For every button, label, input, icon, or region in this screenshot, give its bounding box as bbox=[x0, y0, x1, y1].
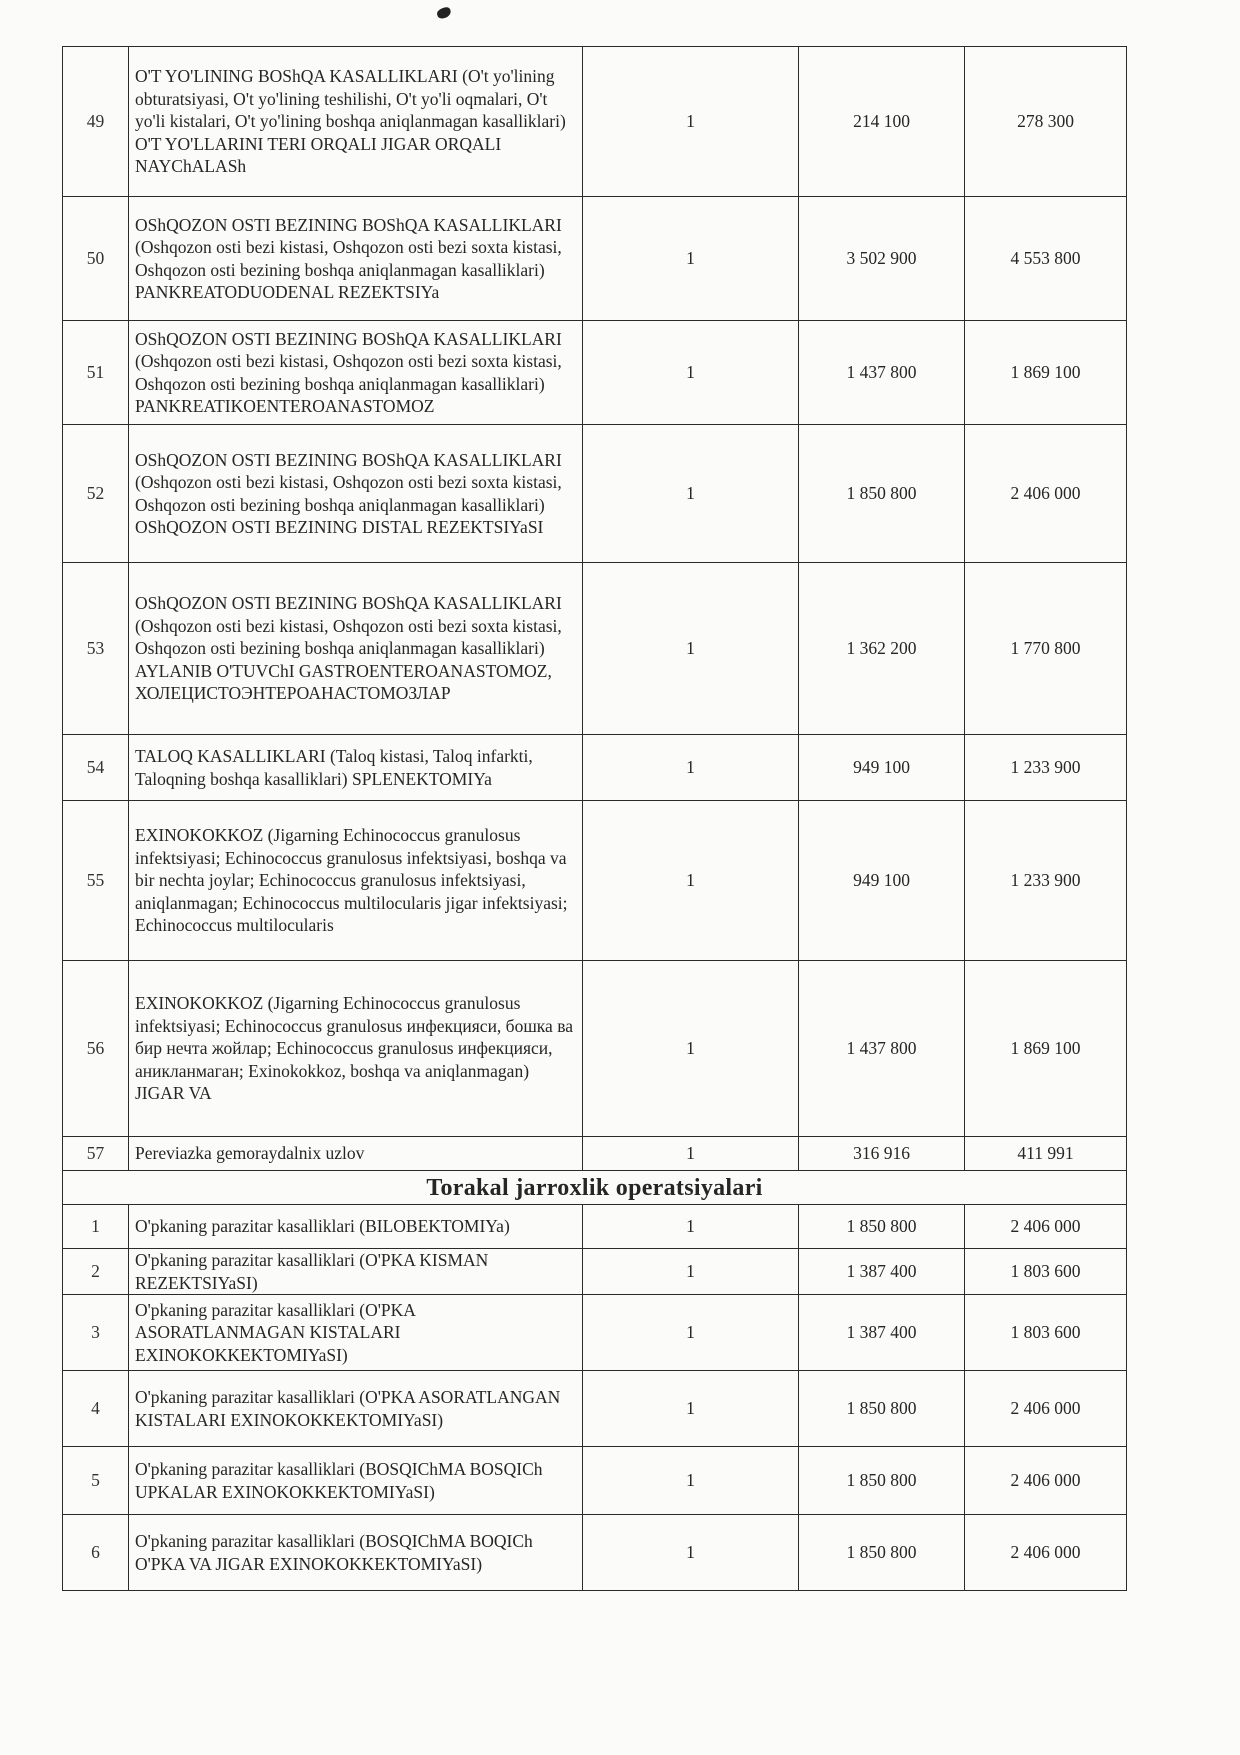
row-price-2: 278 300 bbox=[965, 47, 1127, 197]
row-number: 4 bbox=[63, 1371, 129, 1447]
row-number: 52 bbox=[63, 425, 129, 563]
row-description: OShQOZON OSTI BEZINING BOShQA KASALLIKLARI (Oshqozon osti bezi kistasi, Oshqozon osti bezi soxta kistasi, Oshqozon osti bezining boshqa aniqlanmagan kasalliklari) PANKREATODUODENAL REZEKTSIYa bbox=[129, 197, 583, 321]
row-price-1: 1 437 800 bbox=[799, 321, 965, 425]
price-table-sheet bbox=[62, 46, 1126, 1591]
price-table bbox=[62, 46, 1127, 1591]
table-row bbox=[63, 1137, 1127, 1171]
table-row bbox=[63, 1371, 1127, 1447]
row-price-1: 1 362 200 bbox=[799, 563, 965, 735]
row-price-1: 1 850 800 bbox=[799, 1447, 965, 1515]
table-row bbox=[63, 735, 1127, 801]
row-number: 51 bbox=[63, 321, 129, 425]
row-price-2: 1 233 900 bbox=[965, 735, 1127, 801]
row-price-2: 2 406 000 bbox=[965, 1205, 1127, 1249]
row-price-2: 2 406 000 bbox=[965, 1515, 1127, 1591]
table-row bbox=[63, 801, 1127, 961]
row-price-2: 1 233 900 bbox=[965, 801, 1127, 961]
table-row bbox=[63, 47, 1127, 197]
row-price-1: 949 100 bbox=[799, 735, 965, 801]
row-number: 56 bbox=[63, 961, 129, 1137]
row-price-2: 1 770 800 bbox=[965, 563, 1127, 735]
row-quantity: 1 bbox=[583, 563, 799, 735]
table-row bbox=[63, 1447, 1127, 1515]
section-title: Torakal jarroxlik operatsiyalari bbox=[63, 1171, 1127, 1205]
table-row bbox=[63, 563, 1127, 735]
row-quantity: 1 bbox=[583, 1205, 799, 1249]
row-quantity: 1 bbox=[583, 961, 799, 1137]
row-price-1: 1 850 800 bbox=[799, 1205, 965, 1249]
row-number: 6 bbox=[63, 1515, 129, 1591]
row-price-2: 2 406 000 bbox=[965, 1371, 1127, 1447]
row-price-1: 214 100 bbox=[799, 47, 965, 197]
row-quantity: 1 bbox=[583, 1515, 799, 1591]
row-price-1: 1 437 800 bbox=[799, 961, 965, 1137]
row-quantity: 1 bbox=[583, 1295, 799, 1371]
row-description: OShQOZON OSTI BEZINING BOShQA KASALLIKLARI (Oshqozon osti bezi kistasi, Oshqozon osti bezi soxta kistasi, Oshqozon osti bezining boshqa aniqlanmagan kasalliklari) OShQOZON OSTI BEZINING DISTAL REZEKTSIYaSI bbox=[129, 425, 583, 563]
row-price-2: 1 803 600 bbox=[965, 1249, 1127, 1295]
row-price-2: 1 803 600 bbox=[965, 1295, 1127, 1371]
row-quantity: 1 bbox=[583, 425, 799, 563]
row-number: 57 bbox=[63, 1137, 129, 1171]
row-price-1: 1 850 800 bbox=[799, 425, 965, 563]
row-quantity: 1 bbox=[583, 1249, 799, 1295]
row-number: 1 bbox=[63, 1205, 129, 1249]
row-price-2: 2 406 000 bbox=[965, 1447, 1127, 1515]
row-number: 3 bbox=[63, 1295, 129, 1371]
row-price-1: 316 916 bbox=[799, 1137, 965, 1171]
row-price-1: 1 850 800 bbox=[799, 1371, 965, 1447]
row-price-1: 1 850 800 bbox=[799, 1515, 965, 1591]
row-price-2: 1 869 100 bbox=[965, 321, 1127, 425]
row-description: O'pkaning parazitar kasalliklari (BILOBEKTOMIYa) bbox=[129, 1205, 583, 1249]
row-description: OShQOZON OSTI BEZINING BOShQA KASALLIKLARI (Oshqozon osti bezi kistasi, Oshqozon osti bezi soxta kistasi, Oshqozon osti bezining boshqa aniqlanmagan kasalliklari) PANKREATIKOENTEROANASTOMOZ bbox=[129, 321, 583, 425]
row-quantity: 1 bbox=[583, 47, 799, 197]
row-price-2: 2 406 000 bbox=[965, 425, 1127, 563]
row-number: 50 bbox=[63, 197, 129, 321]
row-quantity: 1 bbox=[583, 1447, 799, 1515]
row-quantity: 1 bbox=[583, 1371, 799, 1447]
table-row bbox=[63, 425, 1127, 563]
row-number: 53 bbox=[63, 563, 129, 735]
table-row bbox=[63, 1249, 1127, 1295]
row-description: EXINOKOKKOZ (Jigarning Echinococcus granulosus infektsiyasi; Echinococcus granulosus инфекцияси, бошка ва бир нечта жойлар; Echinococcus granulosus инфекцияси, аникланмаган; Exinokokkoz, boshqa va aniqlanmagan) JIGAR VA bbox=[129, 961, 583, 1137]
row-description: Pereviazka gemoraydalnix uzlov bbox=[129, 1137, 583, 1171]
row-description: TALOQ KASALLIKLARI (Taloq kistasi, Taloq infarkti, Taloqning boshqa kasalliklari) SPLENEKTOMIYa bbox=[129, 735, 583, 801]
row-price-1: 1 387 400 bbox=[799, 1249, 965, 1295]
row-description: O'pkaning parazitar kasalliklari (O'PKA KISMAN REZEKTSIYaSI) bbox=[129, 1249, 583, 1295]
table-row bbox=[63, 321, 1127, 425]
row-description: O'pkaning parazitar kasalliklari (BOSQIChMA BOSQICh UPKALAR EXINOKOKKEKTOMIYaSI) bbox=[129, 1447, 583, 1515]
row-number: 49 bbox=[63, 47, 129, 197]
row-description: O'T YO'LINING BOShQA KASALLIKLARI (O't yo'lining obturatsiyasi, O't yo'lining teshilishi, O't yo'li oqmalari, O't yo'li kistalari, O't yo'lining boshqa aniqlanmagan kasalliklari) O'T YO'LLARINI TERI ORQALI JIGAR ORQALI NAYChALASh bbox=[129, 47, 583, 197]
row-price-1: 949 100 bbox=[799, 801, 965, 961]
row-description: EXINOKOKKOZ (Jigarning Echinococcus granulosus infektsiyasi; Echinococcus granulosus infektsiyasi, boshqa va bir nechta joylar; Echinococcus granulosus infektsiyasi, aniqlanmagan; Echinococcus multilocularis jigar infektsiyasi; Echinococcus multilocularis bbox=[129, 801, 583, 961]
table-row bbox=[63, 961, 1127, 1137]
row-number: 2 bbox=[63, 1249, 129, 1295]
row-price-2: 1 869 100 bbox=[965, 961, 1127, 1137]
row-quantity: 1 bbox=[583, 197, 799, 321]
row-number: 5 bbox=[63, 1447, 129, 1515]
table-row bbox=[63, 1515, 1127, 1591]
table-row bbox=[63, 1295, 1127, 1371]
row-price-2: 411 991 bbox=[965, 1137, 1127, 1171]
row-number: 55 bbox=[63, 801, 129, 961]
row-number: 54 bbox=[63, 735, 129, 801]
row-description: OShQOZON OSTI BEZINING BOShQA KASALLIKLARI (Oshqozon osti bezi kistasi, Oshqozon osti bezi soxta kistasi, Oshqozon osti bezining boshqa aniqlanmagan kasalliklari) AYLANIB O'TUVChI GASTROENTEROANASTOMOZ, ХОЛЕЦИСТОЭНТЕРОАНАСТОМОЗЛАР bbox=[129, 563, 583, 735]
row-price-1: 3 502 900 bbox=[799, 197, 965, 321]
table-row bbox=[63, 197, 1127, 321]
row-quantity: 1 bbox=[583, 735, 799, 801]
row-quantity: 1 bbox=[583, 1137, 799, 1171]
row-quantity: 1 bbox=[583, 321, 799, 425]
row-description: O'pkaning parazitar kasalliklari (BOSQIChMA BOQICh O'PKA VA JIGAR EXINOKOKKEKTOMIYaSI) bbox=[129, 1515, 583, 1591]
scan-mark bbox=[436, 6, 453, 20]
table-row bbox=[63, 1205, 1127, 1249]
row-description: O'pkaning parazitar kasalliklari (O'PKA ASORATLANMAGAN KISTALARI EXINOKOKKEKTOMIYaSI) bbox=[129, 1295, 583, 1371]
row-price-2: 4 553 800 bbox=[965, 197, 1127, 321]
section-header-row bbox=[63, 1171, 1127, 1205]
row-description: O'pkaning parazitar kasalliklari (O'PKA ASORATLANGAN KISTALARI EXINOKOKKEKTOMIYaSI) bbox=[129, 1371, 583, 1447]
row-price-1: 1 387 400 bbox=[799, 1295, 965, 1371]
row-quantity: 1 bbox=[583, 801, 799, 961]
